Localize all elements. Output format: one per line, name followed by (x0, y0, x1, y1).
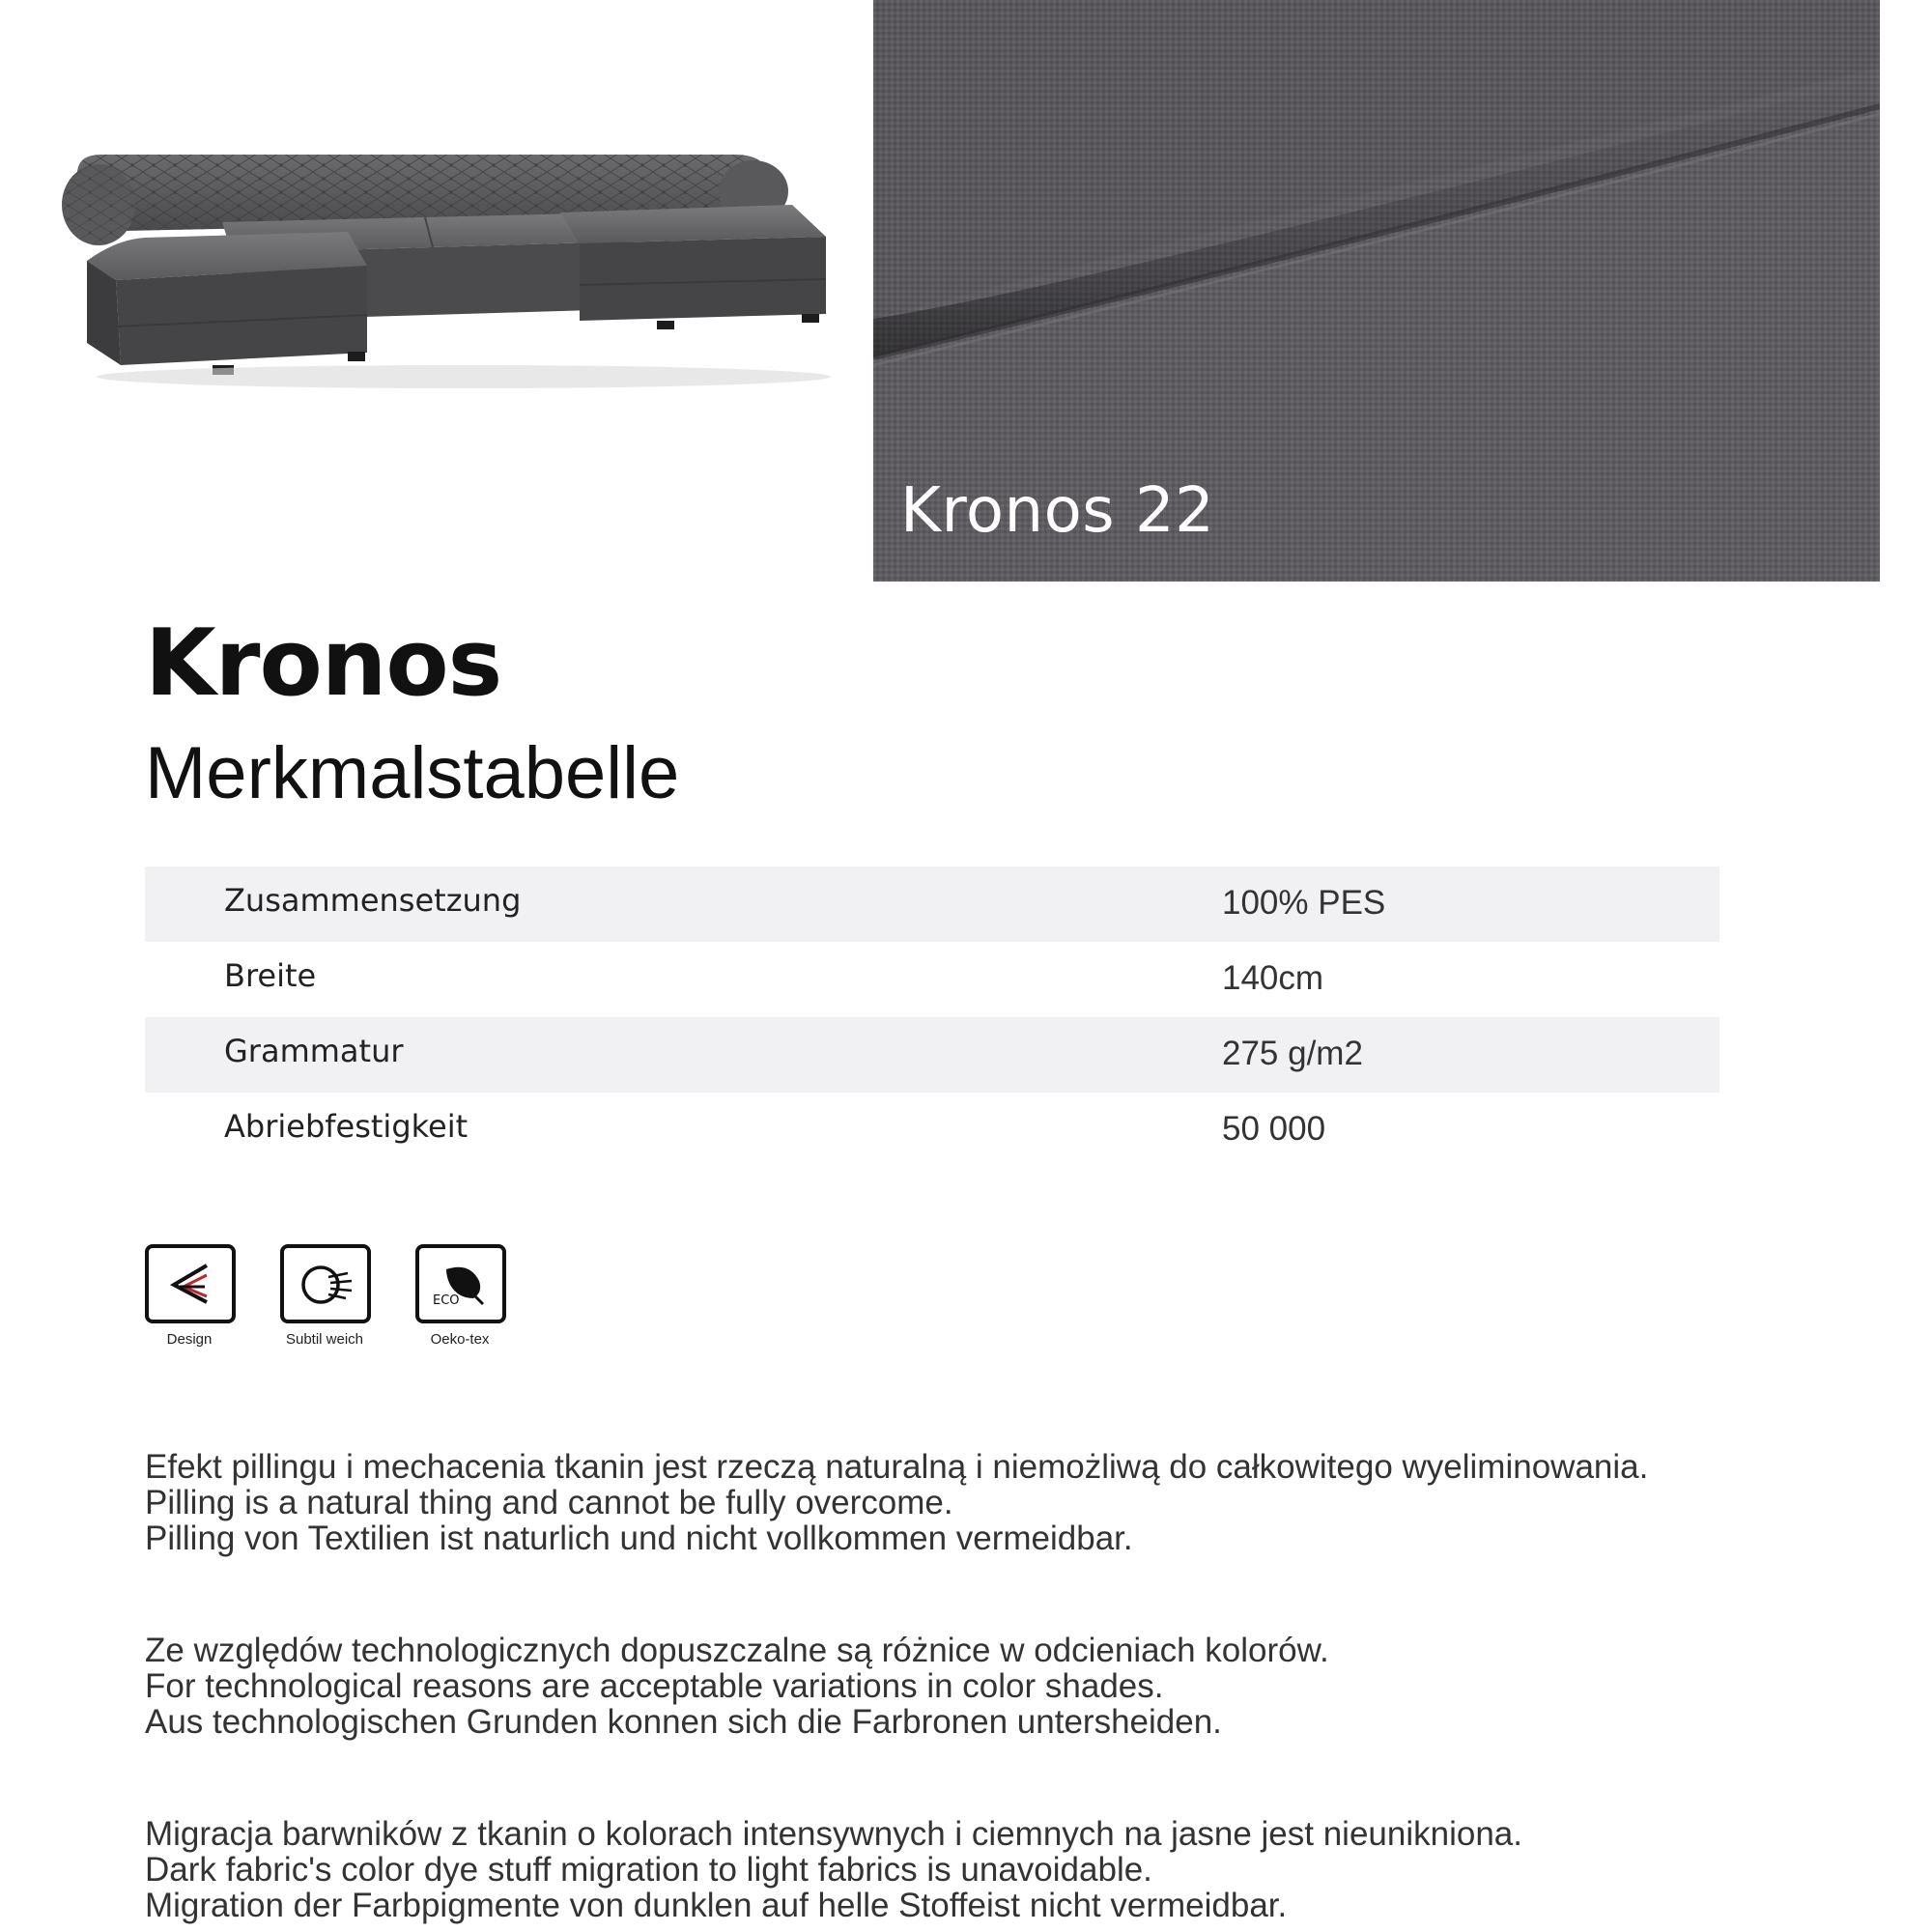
eco-leaf-icon (415, 1244, 506, 1323)
feature-soft (280, 1244, 369, 1348)
product-subtitle: Merkmalstabelle (145, 732, 680, 814)
note-line: Pilling von Textilien ist naturlich und nicht vollkommen vermeidbar. (145, 1520, 1133, 1557)
property-value: 275 g/m2 (1222, 1035, 1363, 1072)
note-line: Aus technologischen Grunden konnen sich die Farbronen untersheiden. (145, 1703, 1222, 1741)
property-label: Breite (224, 957, 317, 994)
table-row (145, 942, 1719, 1017)
note-line: Migracja barwników z tkanin o kolorach intensywnych i ciemnych na jasne jest nieunikniona. (145, 1815, 1522, 1853)
property-label: Abriebfestigkeit (224, 1108, 469, 1145)
sofa-image (58, 145, 831, 415)
note-line: Efekt pillingu i mechacenia tkanin jest rzeczą naturalną i niemożliwą do całkowitego wyeliminowania. (145, 1448, 1649, 1486)
feature-label: Oeko-tex (430, 1331, 490, 1348)
property-value: 50 000 (1222, 1110, 1326, 1148)
design-icon (145, 1244, 236, 1323)
feature-label: Subtil weich (285, 1331, 364, 1348)
swatch-label: Kronos 22 (900, 475, 1215, 547)
feature-label: Design (166, 1331, 213, 1348)
note-line: Dark fabric's color dye stuff migration to light fabrics is unavoidable. (145, 1851, 1152, 1889)
note-dye-migration (145, 1816, 1787, 1923)
feature-icons (145, 1244, 628, 1350)
note-line: Migration der Farbpigmente von dunklen auf helle Stoffeist nicht vermeidbar. (145, 1887, 1288, 1924)
soft-icon (280, 1244, 371, 1323)
table-row (145, 1017, 1719, 1093)
note-pilling (145, 1449, 1787, 1556)
note-line: For technological reasons are acceptable variations in color shades. (145, 1667, 1164, 1705)
table-row (145, 867, 1719, 942)
note-color-variation (145, 1633, 1787, 1740)
eco-badge-text: ECO (433, 1293, 460, 1308)
table-row (145, 1093, 1719, 1168)
note-line: Ze względów technologicznych dopuszczalne są różnice w odcieniach kolorów. (145, 1632, 1329, 1669)
feature-oekotex (415, 1244, 504, 1348)
property-value: 140cm (1222, 959, 1324, 997)
fabric-swatch (873, 0, 1880, 582)
property-label: Zusammensetzung (224, 882, 522, 919)
product-title: Kronos (145, 611, 502, 717)
properties-table (145, 867, 1719, 1168)
property-label: Grammatur (224, 1033, 404, 1069)
property-value: 100% PES (1222, 884, 1386, 922)
feature-design (145, 1244, 234, 1348)
note-line: Pilling is a natural thing and cannot be fully overcome. (145, 1484, 953, 1521)
